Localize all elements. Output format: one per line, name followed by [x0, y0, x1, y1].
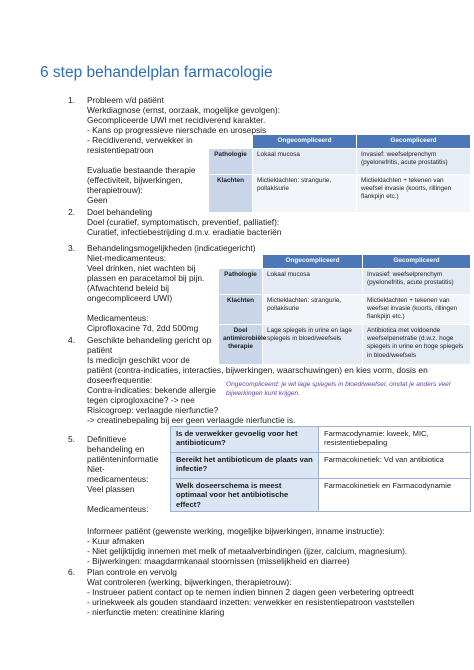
step-text: Ciprofloxacine 7d, 2dd 500mg: [87, 323, 199, 333]
step-text: Geen: [87, 195, 108, 205]
step-text: (Afwachtend beleid bij: [87, 283, 169, 293]
margin-note: bijwerkingen kunt krijgen.: [226, 390, 301, 397]
step-text: Contra-indicaties: bekende allergie: [87, 385, 216, 395]
table-header: Gecompliceerd: [357, 135, 471, 149]
table-cell: Invasief: weefselprenchym (pyelonefritis, acute prostatitis): [363, 269, 471, 295]
step-heading: Probleem v/d patiënt: [87, 95, 164, 105]
table-cell: Mictieklachten: strangurie, pollakisurie: [263, 295, 363, 325]
step-text: - Kans op progressieve nierschade en urosepsis: [87, 125, 267, 135]
antibiotic-table: [170, 426, 471, 512]
step-text: - Niet gelijktijdig innemen met melk of metaalverbindingen (ijzer, calcium, magnesium).: [87, 546, 408, 556]
step-text: Werkdiagnose (ernst, oorzaak, mogelijke gevolgen):: [87, 105, 281, 115]
answer-cell: Farmacodynamie: kweek, MIC, resistentiebepaling: [319, 427, 471, 453]
question-cell: Bereikt het antibioticum de plaats van infectie?: [171, 453, 319, 479]
row-label: Pathologie: [219, 269, 263, 295]
step-text: Doel (curatief, symptomatisch, preventief, palliatief):: [87, 217, 280, 227]
step-text: tegen ciprogloxacine? -> nee: [87, 395, 195, 405]
row-label: Klachten: [209, 175, 253, 213]
step-text: Veel plassen: [87, 484, 135, 494]
table-cell: Antibiotica met voldoende weefselpenetratie (d.w.z. hoge spiegels in urine en hoge spiegels in bloed/weefsels: [363, 325, 471, 365]
step-text: plassen en paracetamol bij pijn.: [87, 273, 205, 283]
answer-cell: Farmacokinetiek en Farmacodynamie: [319, 479, 471, 512]
margin-note: Ongecompliceerd: je wil lage spiegels in bloed/weefsel, omdat je anders veel: [226, 381, 451, 388]
step-heading: Definitieve: [87, 434, 127, 444]
step-number: 3.: [68, 243, 75, 253]
step-text: Informeer patiënt (gewenste werking, mogelijke bijwerkingen, inname instructie):: [87, 526, 385, 536]
step-text: Curatief, infectiebestrijding d.m.v. eradiatie bacteriën: [87, 227, 282, 237]
table-cell: Lage spiegels in urine en lage spiegels in bloed/weefsels: [263, 325, 363, 365]
step-text: - Kuur afmaken: [87, 536, 145, 546]
step-text: - nierfunctie meten: creatinine klaring: [87, 607, 225, 617]
table-cell: Lokaal mucosa: [253, 149, 357, 175]
step-text: patiënt (contra-indicaties, interacties, bijwerkingen, waarschuwingen) en kies vorm, dosis en: [87, 365, 428, 375]
table-header: Ongecompliceerd: [253, 135, 357, 149]
step-text: - urinekweek als gouden standaard inzetten: verwekker en resistentiepatroon vaststellen: [87, 597, 415, 607]
question-cell: Welk doseerschema is meest optimaal voor het antibiotische effect?: [171, 479, 319, 512]
step-text: Is medicijn geschikt voor de: [87, 355, 190, 365]
step-text: Wat controleren (werking, bijwerkingen, therapietrouw):: [87, 577, 292, 587]
step-text: medicamenteus:: [87, 474, 149, 484]
row-label: Pathologie: [209, 149, 253, 175]
step-text: - Instrueer patient contact op te nemen indien binnen 2 dagen geen verbetering optreedt: [87, 587, 414, 597]
step-number: 5.: [68, 434, 75, 444]
step-heading: Plan controle en vervolg: [87, 567, 177, 577]
step-text: - Recidiverend, verwekker in: [87, 135, 193, 145]
step-text: therapietrouw):: [87, 185, 143, 195]
step-text: patiënt: [87, 345, 113, 355]
step-text: doseerfrequentie:: [87, 375, 153, 385]
step-text: Evaluatie bestaande therapie: [87, 165, 196, 175]
step-number: 6.: [68, 567, 75, 577]
answer-cell: Farmacokinetiek: Vd van antibiotica: [319, 453, 471, 479]
row-label: Doel antimicrobiële therapie: [219, 325, 263, 365]
step-text: -> creatinebepaling bij eer geen verlaagde nierfunctie is.: [87, 415, 296, 425]
step-text: behandeling en: [87, 444, 145, 454]
table-cell: Invasief: weefselprenchym (pyelonefritis, acute prostatitis): [357, 149, 471, 175]
therapy-table: [218, 254, 471, 365]
step-heading: Behandelingsmogelijkheden (indicatiegericht): [87, 243, 256, 253]
table-cell: Lokaal mucosa: [263, 269, 363, 295]
step-text: resistentiepatroon: [87, 145, 154, 155]
step-text: Risicogroep: verlaagde nierfunctie?: [87, 405, 219, 415]
step-text: Niet-: [87, 464, 105, 474]
step-number: 4.: [68, 335, 75, 345]
step-text: Veel drinken, niet wachten bij: [87, 263, 196, 273]
step-text: Gecompliceerde UWI met recidiverend karakter.: [87, 115, 266, 125]
step-number: 1.: [68, 95, 75, 105]
step-text: patiënteninformatie: [87, 454, 159, 464]
step-text: Medicamenteus:: [87, 504, 149, 514]
page-title: 6 step behandelplan farmacologie: [40, 64, 273, 81]
table-header: Ongecompliceerd: [263, 255, 363, 269]
step-number: 2.: [68, 207, 75, 217]
row-label: Klachten: [219, 295, 263, 325]
question-cell: Is de verwekker gevoelig voor het antibioticum?: [171, 427, 319, 453]
step-text: ongecompliceerd UWI): [87, 293, 173, 303]
table-cell: Mictieklachten: strangurie, pollakisurie: [253, 175, 357, 213]
step-text: - Bijwerkingen: maagdarmkanaal stoornissen (misselijkheid en diarree): [87, 556, 350, 566]
table-cell: Mictieklachten + tekenen van weefsel invasie (koorts, rillingen flankpijn etc.): [363, 295, 471, 325]
table-header: Gecompliceerd: [363, 255, 471, 269]
step-text: Niet-medicamenteus:: [87, 253, 167, 263]
step-text: Medicamenteus:: [87, 313, 149, 323]
complication-table: [208, 134, 471, 213]
table-cell: Mictieklachten + tekenen van weefsel invasie (koorts, rillingen flankpijn etc.): [357, 175, 471, 213]
step-text: (effectiviteit, bijwerkingen,: [87, 175, 183, 185]
step-heading: Geschikte behandeling gericht op: [87, 335, 212, 345]
step-heading: Doel behandeling: [87, 207, 153, 217]
